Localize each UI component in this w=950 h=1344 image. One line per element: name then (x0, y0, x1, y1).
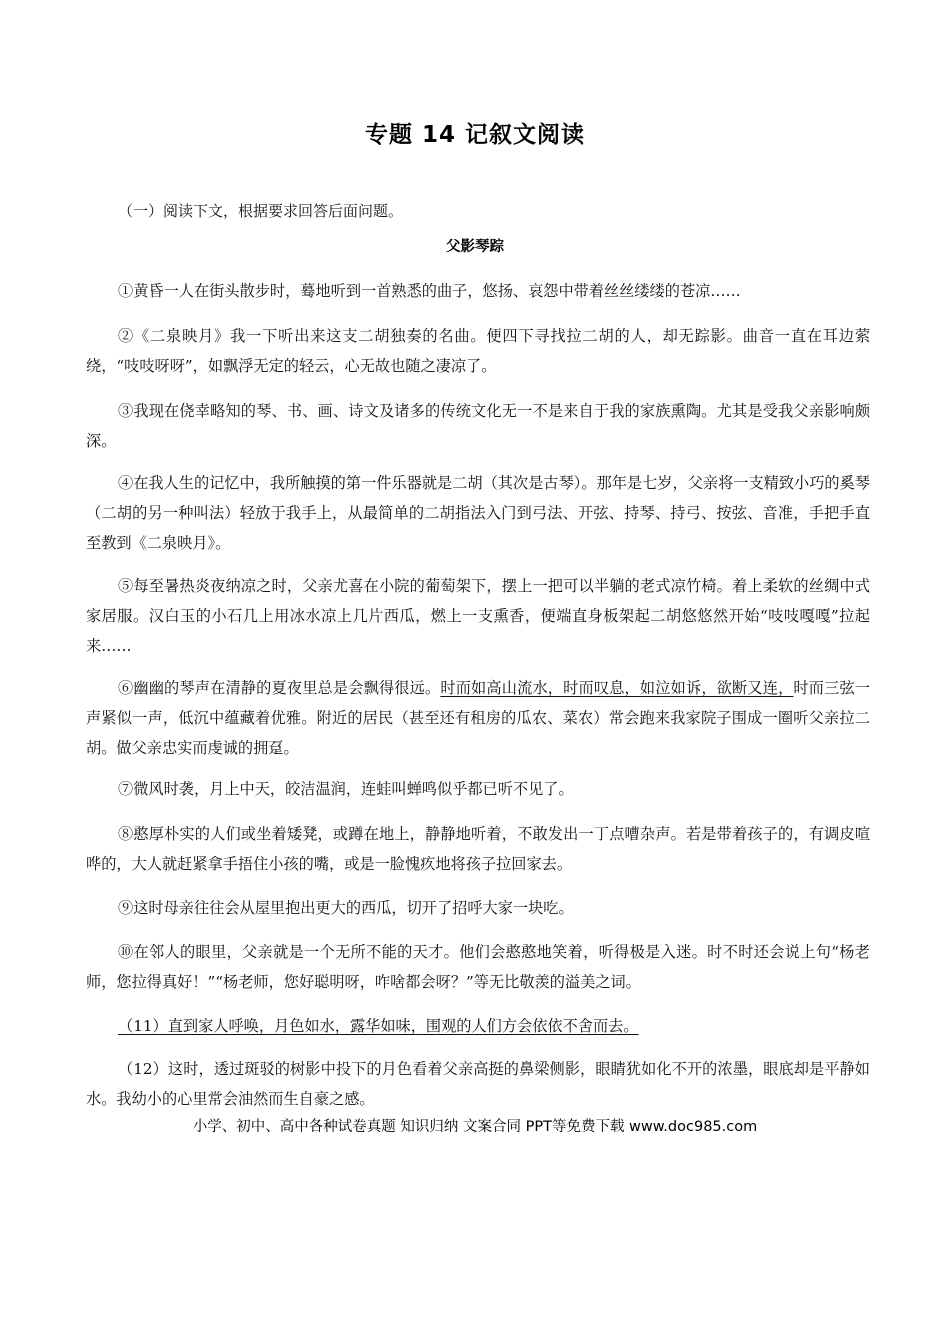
paragraph-11 (86, 1011, 870, 1041)
paragraph-1: ①黄昏一人在街头散步时，蓦地听到一首熟悉的曲子，悠扬、哀怨中带着丝丝缕缕的苍凉…… (118, 282, 741, 300)
paragraph-7: ⑦微风时袭，月上中天，皎洁温润，连蛙叫蝉鸣似乎都已听不见了。 (118, 780, 574, 798)
paragraph-8: ⑧憨厚朴实的人们或坐着矮凳，或蹲在地上，静静地听着，不敢发出一丁点嘈杂声。若是带着孩子的，有调皮喧哗的，大人就赶紧拿手捂住小孩的嘴，或是一脸愧疚地将孩子拉回家去。 (86, 825, 870, 873)
paragraph-6-text-c: 时而三弦一声紧似一声，低沉中蕴藏着优雅。附近的居民（甚至还有租房的瓜农、菜农）常会跑来我家院子围成一圈听父亲拉二胡。做父亲忠实而虔诚的拥趸。 (86, 679, 871, 757)
paragraph-12: （12）这时，透过斑驳的树影中投下的月色看着父亲高挺的鼻梁侧影，眼睛犹如化不开的浓墨，眼底却是平静如水。我幼小的心里常会油然而生自豪之感。 (86, 1060, 870, 1108)
section-intro: （一）阅读下文，根据要求回答后面问题。 (118, 202, 404, 220)
paragraph-6-underlined-sentence: 时而如高山流水，时而叹息，如泣如诉，欲断又连， (440, 679, 794, 697)
paragraph-5: ⑤每至暑热炎夜纳凉之时，父亲尤喜在小院的葡萄架下，摆上一把可以半躺的老式凉竹椅。着上柔软的丝绸中式家居服。汉白玉的小石几上用冰水凉上几片西瓜，燃上一支熏香，便端直身板架起二胡悠悠然开始“吱吱嘎嘎”拉起来…… (86, 577, 870, 655)
paragraph-6-text-a: ⑥幽幽的琴声在清静的夏夜里总是会飘得很远。 (118, 679, 441, 697)
paragraph-4: ④在我人生的记忆中，我所触摸的第一件乐器就是二胡（其次是古琴）。那年是七岁，父亲将一支精致小巧的奚琴（二胡的另一种叫法）轻放于我手上，从最简单的二胡指法入门到弓法、开弦、持琴、持弓、按弦、音准，手把手直至教到《二泉映月》。 (86, 474, 870, 552)
article-title: 父影琴踪 (446, 239, 504, 255)
paragraph-11-underlined-text: （11）直到家人呼唤，月色如水，露华如味，围观的人们方会依依不舍而去。 (118, 1017, 639, 1035)
paragraph-9: ⑨这时母亲往往会从屋里抱出更大的西瓜，切开了招呼大家一块吃。 (118, 899, 574, 917)
footer-download-banner: 小学、初中、高中各种试卷真题 知识归纳 文案合同 PPT等免费下载 www.doc985.com (192, 1119, 758, 1135)
paragraph-3: ③我现在侥幸略知的琴、书、画、诗文及诸多的传统文化无一不是来自于我的家族熏陶。尤其是受我父亲影响颇深。 (86, 402, 870, 450)
paragraph-6 (86, 673, 870, 763)
paragraph-2: ②《二泉映月》我一下听出来这支二胡独奏的名曲。便四下寻找拉二胡的人，却无踪影。曲音一直在耳边萦绕，“吱吱呀呀”，如飘浮无定的轻云，心无故也随之凄凉了。 (86, 327, 870, 375)
paragraph-10: ⑩在邻人的眼里，父亲就是一个无所不能的天才。他们会憨憨地笑着，听得极是入迷。时不时还会说上句“杨老师，您拉得真好！”“杨老师，您好聪明呀，咋啥都会呀？”等无比敬羡的溢美之词。 (86, 943, 870, 991)
page-title: 专题 14 记叙文阅读 (364, 122, 586, 148)
